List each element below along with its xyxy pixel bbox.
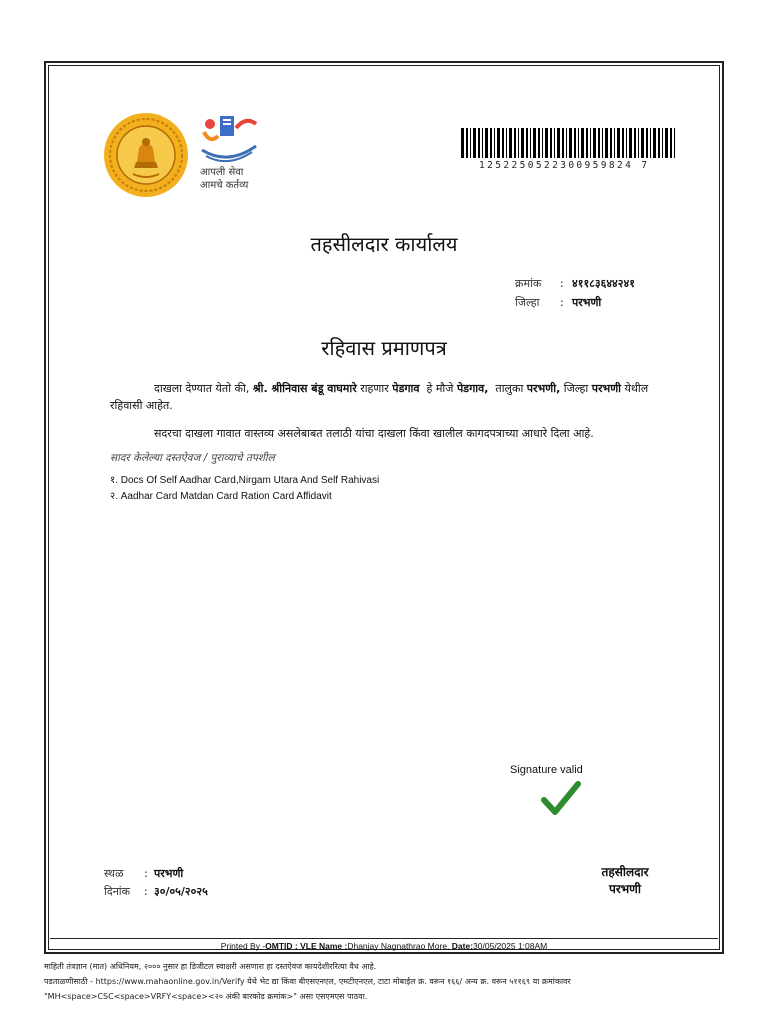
certificate-paragraph-2: सदरचा दाखला गावात वास्तव्य असलेबाबत तलाठी यांचा दाखला किंवा खालील कागदपत्राच्या आधारे दिला आहे. [154,427,594,440]
barcode-bar [485,128,488,158]
barcode-bar [638,128,639,158]
barcode-bar [502,128,504,158]
footer-line-3: "MH<space>CSC<space>VRFY<space><२० अंकी बारकोड क्रमांक>" असा एसएमएस पाठवा. [44,992,368,1001]
place-row: स्थळ : परभणी [104,867,184,880]
barcode-bar [578,128,579,158]
office-title: तहसीलदार कार्यालय [310,232,458,256]
barcode-bar [658,128,660,158]
barcode-bar [521,128,524,158]
barcode-bar [473,128,476,158]
authority-block [560,864,690,898]
barcode-bar [526,128,528,158]
barcode-bar [617,128,620,158]
barcode-bar [641,128,644,158]
vle-name: Dhanjay Nagnathrao More, [347,941,450,951]
barcode-bar [646,128,648,158]
printed-date-value: 30/05/2025 1:08AM [473,941,548,951]
barcode-bar [598,128,600,158]
barcode-bar [650,128,651,158]
certificate-title: रहिवास प्रमाणपत्र [321,336,447,360]
p1-text-f: येथील रहिवासी आहेत. [110,382,649,412]
barcode-bar [470,128,471,158]
barcode-bar [590,128,591,158]
barcode-bar [550,128,552,158]
date-value: ३०/०५/२०२५ [154,885,208,898]
barcode-bar [530,128,531,158]
mouje-name: पेडगाव, [456,382,489,395]
omtid-vle-label: OMTID : VLE Name : [265,941,348,951]
barcode-bar [482,128,483,158]
barcode-bar [602,128,603,158]
barcode-bar [461,128,464,158]
p1-text-d: तालुका [495,382,524,395]
printed-by-bar [50,938,718,953]
jilha-value: परभणी [572,296,602,309]
barcode-bar [605,128,608,158]
taluka-name: परभणी, [526,382,561,395]
barcode-bar [626,128,627,158]
barcode-bar [629,128,632,158]
barcode-bar [557,128,560,158]
printed-by-label: Printed By - [220,941,266,951]
place-value: परभणी [154,867,184,880]
documents-heading: सादर केलेल्या दस्तऐवज / पुराव्याचे तपशील [110,452,275,464]
barcode-number: 1252250522300959824 7 [479,160,650,171]
barcode-bar [494,128,495,158]
kramank-label: क्रमांक [515,277,542,290]
footer-line-1: माहिती तंत्रज्ञान (मात) अधिनियम, २००० नुसार हा डिजीटल स्वाक्षरी असणारा हा दस्तऐवज कायदेशीररित्या वैध आहे. [44,962,377,971]
document-item-number: २. [110,491,118,502]
barcode-bar [514,128,516,158]
barcode-bar [653,128,656,158]
p1-text-e: जिल्हा [563,382,589,395]
barcode-bar [538,128,540,158]
checkmark-icon [541,780,581,818]
barcode-bar [610,128,612,158]
kramank-row: क्रमांक : ४११८३६४४२४१ [515,277,635,290]
jilha-row: जिल्हा : परभणी [515,296,602,309]
barcode-bar [518,128,519,158]
barcode [461,128,678,162]
p1-text-b: राहणार [360,382,389,395]
barcode-bar [662,128,663,158]
district-name: परभणी [591,382,622,395]
document-item-text: Docs Of Self Aadhar Card,Nirgam Utara And Self Rahivasi [120,475,380,486]
barcode-bar [533,128,536,158]
document-item-number: १. [110,475,118,486]
barcode-bar [581,128,584,158]
barcode-bar [562,128,564,158]
barcode-bar [665,128,668,158]
barcode-bar [542,128,543,158]
barcode-bar [545,128,548,158]
logo-tagline-line1: आपली सेवा [200,167,244,178]
p1-text-a: दाखला देण्यात येतो की, [154,382,250,395]
certificate-paragraph-1 [110,380,670,414]
barcode-bar [674,128,675,158]
document-item-text: Aadhar Card Matdan Card Ration Card Affidavit [120,491,332,502]
barcode-bar [506,128,507,158]
barcode-bar [574,128,576,158]
p1-text-c: हे मौजे [426,382,454,395]
date-row: दिनांक : ३०/०५/२०२५ [104,885,208,898]
barcode-bar [586,128,588,158]
barcode-bar [554,128,555,158]
barcode-bar [569,128,572,158]
barcode-bar [490,128,492,158]
logo-tagline-line2: आमचे कर्तव्य [200,180,249,191]
barcode-bar [622,128,624,158]
place-label: स्थळ [104,867,124,880]
printed-date-label: Date: [451,941,474,951]
barcode-bar [497,128,500,158]
resident-village: पेडगाव [392,382,420,395]
signature-status: Signature valid [510,764,583,776]
date-label: दिनांक [104,885,131,898]
logo-tagline [200,166,248,192]
authority-title: तहसीलदार [601,865,649,879]
resident-name: श्री. श्रीनिवास बंडू वाघमारे [252,382,357,395]
kramank-value: ४११८३६४४२४१ [572,277,635,290]
document-item [110,472,379,486]
footer-line-2: पडताळणीसाठी - https://www.mahaonline.gov.in/Verify येथे भेट द्या किंवा बीएसएनएल, एमटीएनएल, टाटा मोबाईल क्र. वरून १६६/ अन्य क्र. वरून ५११६९ या क्रमांकावर [44,977,571,986]
barcode-bar [466,128,468,158]
document-item [110,488,332,502]
authority-place: परभणी [609,882,641,896]
jilha-label: जिल्हा [515,296,540,309]
barcode-bar [614,128,615,158]
barcode-bar [670,128,672,158]
barcode-bar [566,128,567,158]
barcode-bar [593,128,596,158]
maharashtra-state-seal-icon [103,112,189,198]
barcode-bar [634,128,636,158]
barcode-bar [478,128,480,158]
barcode-bar [509,128,512,158]
